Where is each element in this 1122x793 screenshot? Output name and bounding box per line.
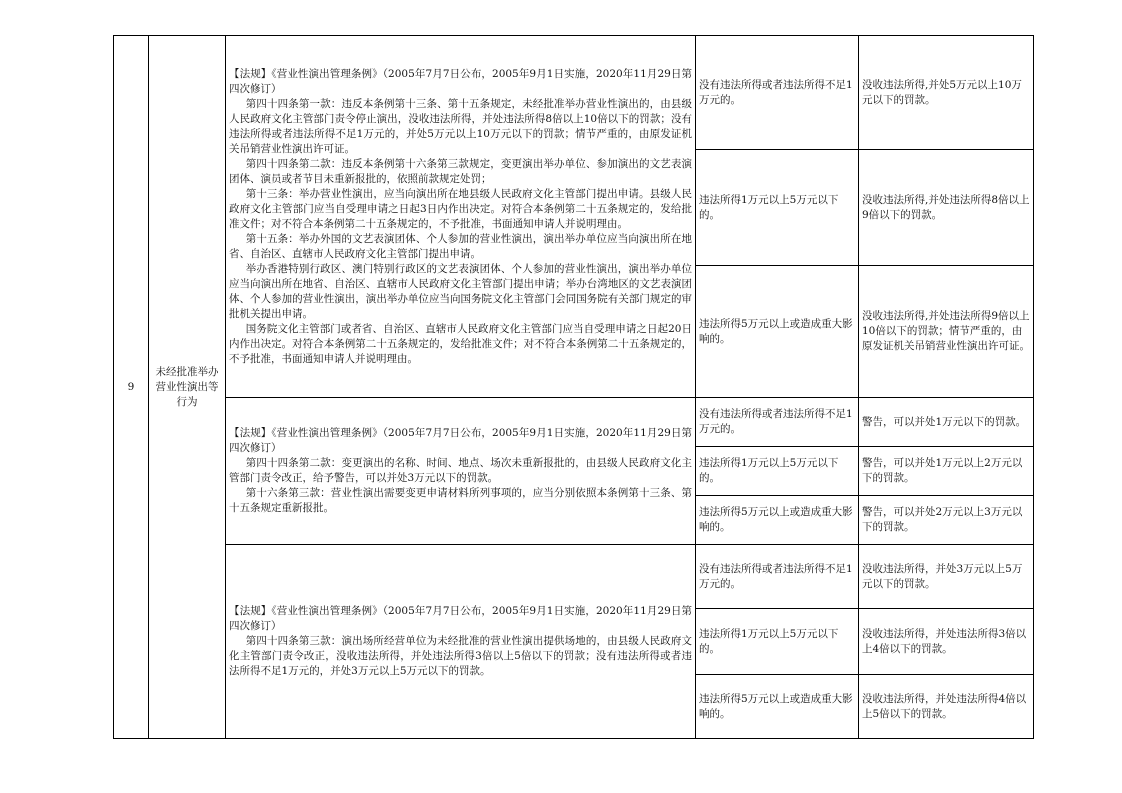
penalty-cell: 没收违法所得,并处5万元以上10万元以下的罚款。 xyxy=(859,36,1034,150)
law-paragraph: 第四十四条第二款：变更演出的名称、时间、地点、场次未重新报批的，由县级人民政府文化主管部门责令改正，给予警告，可以并处3万元以下的罚款。 xyxy=(229,457,692,484)
law-paragraph: 第十六条第三款：营业性演出需要变更申请材料所列事项的，应当分别依照本条例第十三条、第十五条规定重新报批。 xyxy=(229,487,692,514)
law-cell xyxy=(226,545,696,739)
law-paragraph: 举办香港特别行政区、澳门特别行政区的文艺表演团体、个人参加的营业性演出，演出举办单位应当向演出所在地省、自治区、直辖市人民政府文化主管部门提出申请；举办台湾地区的文艺表演团体、个人参加的营业性演出，演出举办单位应当向国务院文化主管部门会同国务院有关部门规定的审批机关提出申请。 xyxy=(229,262,692,320)
behavior-cell: 未经批准举办营业性演出等行为 xyxy=(149,36,226,739)
condition-cell: 违法所得5万元以上或造成重大影响的。 xyxy=(696,266,859,398)
penalty-cell: 警告，可以并处1万元以下的罚款。 xyxy=(859,398,1034,447)
law-paragraph: 第四十四条第一款：违反本条例第十三条、第十五条规定，未经批准举办营业性演出的，由县级人民政府文化主管部门责令停止演出，没收违法所得，并处违法所得8倍以上10倍以下的罚款；没有违法所得或者违法所得不足1万元的，并处5万元以上10万元以下的罚款；情节严重的，由原发证机关吊销营业性演出许可证。 xyxy=(229,97,692,155)
table-row xyxy=(114,398,1034,447)
penalty-cell: 没收违法所得，并处违法所得4倍以上5倍以下的罚款。 xyxy=(859,675,1034,739)
law-title: 【法规】《营业性演出管理条例》（2005年7月7日公布，2005年9月1日实施，2020年11月29日第四次修订） xyxy=(229,605,692,632)
condition-cell: 违法所得5万元以上或造成重大影响的。 xyxy=(696,675,859,739)
law-title: 【法规】《营业性演出管理条例》（2005年7月7日公布，2005年9月1日实施，2020年11月29日第四次修订） xyxy=(229,427,692,454)
condition-cell: 违法所得5万元以上或造成重大影响的。 xyxy=(696,496,859,545)
penalty-cell: 警告，可以并处2万元以上3万元以下的罚款。 xyxy=(859,496,1034,545)
condition-cell: 违法所得1万元以上5万元以下的。 xyxy=(696,150,859,266)
penalty-standard-table xyxy=(113,35,1034,739)
penalty-cell: 没收违法所得,并处违法所得8倍以上9倍以下的罚款。 xyxy=(859,150,1034,266)
condition-cell: 没有违法所得或者违法所得不足1万元的。 xyxy=(696,545,859,609)
law-cell xyxy=(226,398,696,545)
law-title: 【法规】《营业性演出管理条例》（2005年7月7日公布，2005年9月1日实施，2020年11月29日第四次修订） xyxy=(229,67,692,95)
law-cell xyxy=(226,36,696,398)
table-row xyxy=(114,545,1034,609)
law-paragraph: 国务院文化主管部门或者省、自治区、直辖市人民政府文化主管部门应当自受理申请之日起20日内作出决定。对符合本条例第二十五条规定的，发给批准文件；对不符合本条例第二十五条规定的，不予批准，书面通知申请人并说明理由。 xyxy=(229,322,692,365)
table-row xyxy=(114,36,1034,150)
penalty-cell: 没收违法所得，并处3万元以上5万元以下的罚款。 xyxy=(859,545,1034,609)
condition-cell: 没有违法所得或者违法所得不足1万元的。 xyxy=(696,36,859,150)
law-paragraph: 第四十四条第二款：违反本条例第十六条第三款规定，变更演出举办单位、参加演出的文艺表演团体、演员或者节目未重新报批的，依照前款规定处罚； xyxy=(229,157,692,185)
condition-cell: 没有违法所得或者违法所得不足1万元的。 xyxy=(696,398,859,447)
law-paragraph: 第四十四条第三款：演出场所经营单位为未经批准的营业性演出提供场地的，由县级人民政府文化主管部门责令改正，没收违法所得，并处违法所得3倍以上5倍以下的罚款；没有违法所得或者违法所得不足1万元的，并处3万元以上5万元以下的罚款。 xyxy=(229,635,692,677)
row-number: 9 xyxy=(114,36,149,739)
condition-cell: 违法所得1万元以上5万元以下的。 xyxy=(696,447,859,496)
law-paragraph: 第十三条：举办营业性演出，应当向演出所在地县级人民政府文化主管部门提出申请。县级人民政府文化主管部门应当自受理申请之日起3日内作出决定。对符合本条例第二十五条规定的，发给批准文件；对不符合本条例第二十五条规定的，不予批准，书面通知申请人并说明理由。 xyxy=(229,187,692,230)
penalty-cell: 警告，可以并处1万元以上2万元以下的罚款。 xyxy=(859,447,1034,496)
condition-cell: 违法所得1万元以上5万元以下的。 xyxy=(696,609,859,675)
law-paragraph: 第十五条：举办外国的文艺表演团体、个人参加的营业性演出，演出举办单位应当向演出所在地省、自治区、直辖市人民政府文化主管部门提出申请。 xyxy=(229,232,692,260)
penalty-cell: 没收违法所得,并处违法所得9倍以上10倍以下的罚款；情节严重的，由原发证机关吊销营业性演出许可证。 xyxy=(859,266,1034,398)
penalty-cell: 没收违法所得，并处违法所得3倍以上4倍以下的罚款。 xyxy=(859,609,1034,675)
